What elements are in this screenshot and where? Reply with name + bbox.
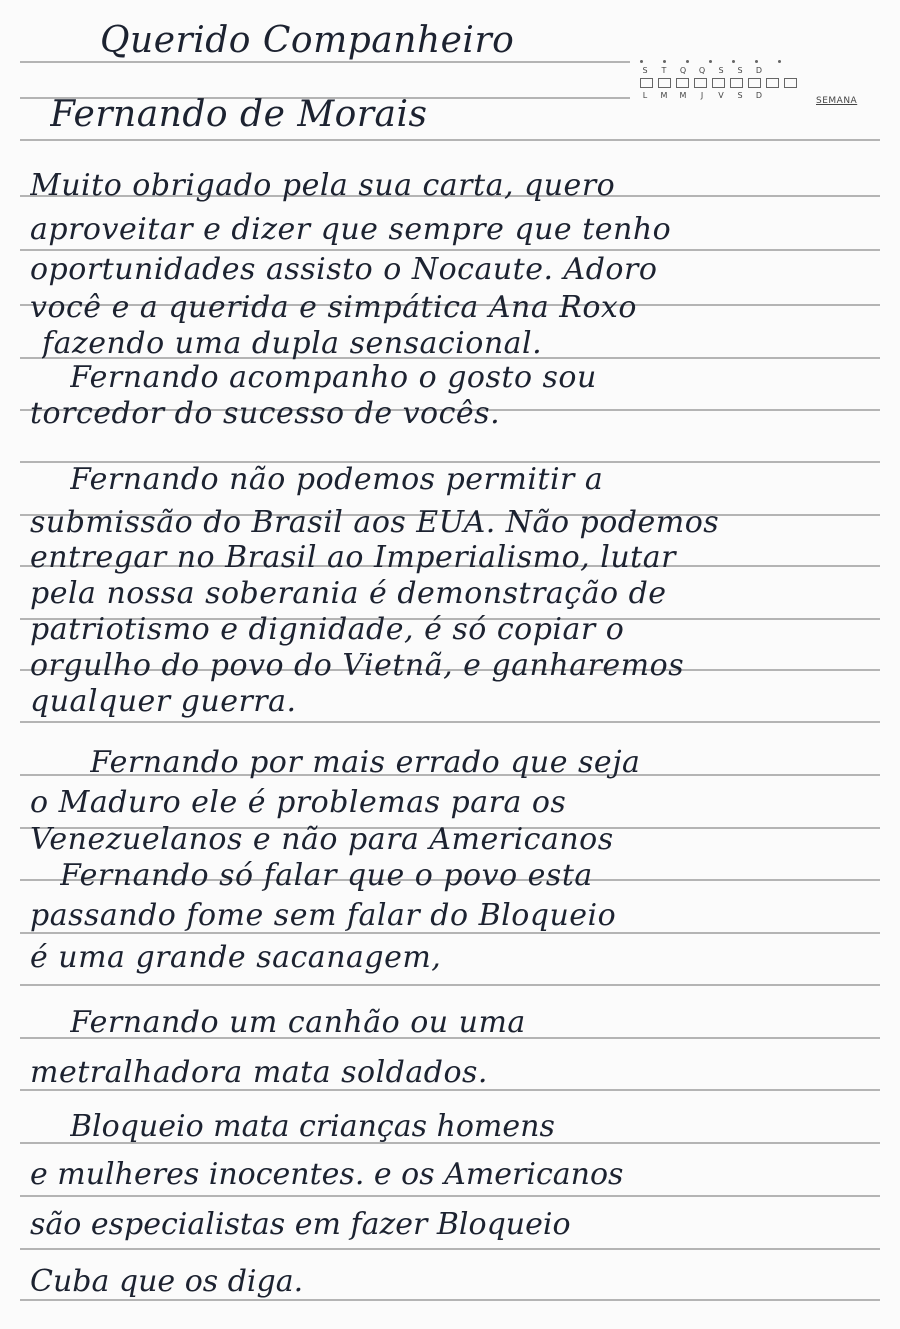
- letter-line: pela nossa soberania é demonstração de: [30, 576, 667, 611]
- week-day-square: [640, 78, 653, 88]
- week-day-square: [658, 78, 671, 88]
- letter-line: Venezuelanos e não para Americanos: [30, 822, 614, 857]
- week-letter: J: [700, 91, 704, 100]
- letter-line: Bloqueio mata crianças homens: [70, 1109, 555, 1144]
- week-letter: D: [755, 91, 763, 100]
- week-day-square: [784, 78, 797, 88]
- letter-line: Fernando não podemos permitir a: [70, 462, 604, 497]
- week-letter: Q: [698, 66, 706, 75]
- letter-line: Fernando só falar que o povo esta: [60, 858, 593, 893]
- week-day-square: [712, 78, 725, 88]
- week-letter: S: [642, 66, 648, 75]
- letter-line: passando fome sem falar do Bloqueio: [30, 898, 617, 933]
- letter-line: e mulheres inocentes. e os Americanos: [30, 1157, 624, 1192]
- letter-line: Muito obrigado pela sua carta, quero: [30, 168, 616, 203]
- week-letter: V: [718, 91, 724, 100]
- letter-line: oportunidades assisto o Nocaute. Adoro: [30, 252, 658, 287]
- letter-line: Fernando acompanho o gosto sou: [70, 360, 597, 395]
- recipient-name: Fernando de Morais: [50, 94, 428, 135]
- week-letter: S: [737, 66, 743, 75]
- week-day-square: [694, 78, 707, 88]
- letter-line: é uma grande sacanagem,: [30, 940, 442, 975]
- week-dots: [640, 60, 781, 63]
- letter-line: Fernando um canhão ou uma: [70, 1005, 526, 1040]
- week-top-letters: [640, 66, 872, 75]
- week-day-square: [730, 78, 743, 88]
- week-letter: Q: [679, 66, 687, 75]
- letter-line: orgulho do povo do Vietnã, e ganharemos: [30, 648, 685, 683]
- letter-line: submissão do Brasil aos EUA. Não podemos: [30, 505, 720, 540]
- week-letter: M: [660, 91, 668, 100]
- letter-line: patriotismo e dignidade, é só copiar o: [30, 612, 625, 647]
- letter-line: qualquer guerra.: [30, 684, 297, 719]
- week-day-square: [676, 78, 689, 88]
- week-day-box: [640, 66, 872, 114]
- letter-line: o Maduro ele é problemas para os: [30, 785, 567, 820]
- letter-line: metralhadora mata soldados.: [30, 1055, 488, 1090]
- letter-line: torcedor do sucesso de vocês.: [30, 396, 501, 431]
- letter-line: aproveitar e dizer que sempre que tenho: [30, 212, 672, 247]
- week-day-square: [748, 78, 761, 88]
- week-letter: S: [737, 91, 743, 100]
- week-label: SEMANA: [816, 96, 858, 106]
- letter-line: Fernando por mais errado que seja: [90, 745, 641, 780]
- week-checkboxes: [640, 78, 872, 88]
- letter-line: você e a querida e simpática Ana Roxo: [30, 290, 637, 325]
- week-letter: D: [755, 66, 763, 75]
- week-day-square: [766, 78, 779, 88]
- letter-line: fazendo uma dupla sensacional.: [42, 326, 543, 361]
- letter-line: entregar no Brasil ao Imperialismo, lutar: [30, 540, 676, 575]
- week-letter: M: [679, 91, 687, 100]
- salutation: Querido Companheiro: [100, 20, 515, 61]
- letter-line: Cuba que os diga.: [30, 1264, 304, 1299]
- week-letter: T: [661, 66, 667, 75]
- week-letter: S: [718, 66, 724, 75]
- letter-line: são especialistas em fazer Bloqueio: [30, 1207, 571, 1242]
- week-letter: L: [642, 91, 648, 100]
